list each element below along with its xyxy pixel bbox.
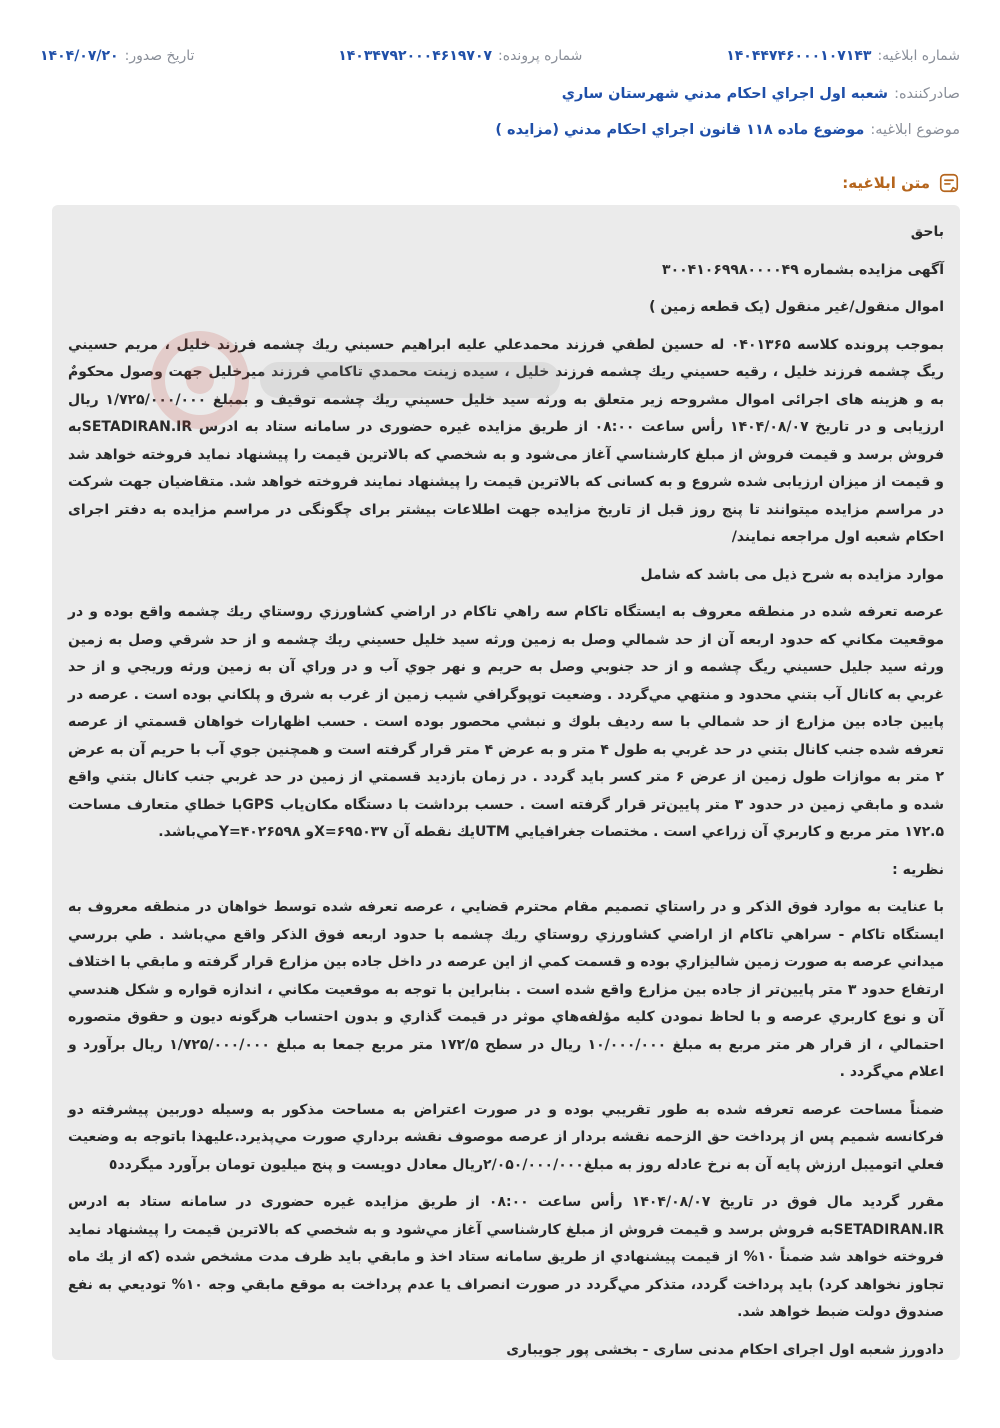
notice-number [726,48,960,64]
notice-paragraph: بموجب پرونده کلاسه ۰۴۰۱۳۶۵ له حسين لطفي فرزند محمدعلي عليه ابراهيم حسيني ريك چشمه فرزند خليل ، مريم حسيني ريگ چشمه فرزند خليل ، رقيه حسيني ريك چشمه فرزند خليل ، سيده زينت محمدي تاكامي فرزند ميرخليل جهت وصول محکومٌ به و هزینه های اجرائی اموال مشروحه زیر متعلق به ورثه سيد خليل حسيني ريك چشمه توقیف و بمبلغ ۱/۷۲۵/۰۰۰/۰۰۰ ريال ارزیابی و در تاریخ ۱۴۰۴/۰۸/۰۷ رأس ساعت ۰۸:۰۰ از طریق مزایده غیره حضوری در سامانه ستاد به ادرس SETADIRAN.IRبه فروش برسد و قیمت فروش از مبلغ کارشناسي آغاز می‌شود و به شخصي كه بالاترين قیمت را پیشنهاد نماید فروخته خواهد شد و قیمت از میزان ارزیابی شده شروع و به کسانی که بالاترین قیمت را پیشنهاد نمایند فروخته خواهد شد. متقاضیان جهت شرکت در مراسم مزایده میتوانند تا پنج روز قبل از تاریخ مزایده جهت اطلاعات بیشتر برای چگونگی در مراسم مزایده به دفتر اجرای احکام شعبه اول مراجعه نمایند/ [68,336,944,545]
notice-paragraph: موارد مزایده به شرح ذیل می باشد که شامل [640,566,944,583]
notice-paragraph: دادورز شعبه اول اجرای احکام مدنی ساری - بخشی پور جویباری [506,1341,944,1358]
notice-body-heading-text: متن ابلاغیه: [842,174,930,192]
notice-paragraph: آگهی مزایده بشماره ۳۰۰۴۱۰۶۹۹۸۰۰۰۰۴۹ [662,261,944,278]
notice-paragraph: نظريه : [892,861,944,878]
issuer-line [40,86,960,102]
notice-number-value: ۱۴۰۴۴۷۴۶۰۰۰۱۰۷۱۴۳ [726,48,872,64]
notice-number-label: شماره ابلاغیه: [877,48,960,64]
case-number [338,48,582,64]
issue-date-label: تاریخ صدور: [124,48,195,64]
issuer-value: شعبه اول اجراي احكام مدني شهرستان ساري [561,86,889,102]
case-number-value: ۱۴۰۳۴۷۹۲۰۰۰۴۶۱۹۷۰۷ [338,48,493,64]
issue-date-value: ۱۴۰۴/۰۷/۲۰ [40,48,119,64]
notice-body-heading [842,172,960,194]
note-icon [938,172,960,194]
notice-paragraph: باحق [910,224,944,240]
notice-paragraph: با عنايت به موارد فوق الذكر و در راستاي تصميم مقام محترم قضايي ، عرصه تعرفه شده توسط خواهان در منطقه معروف به ايستگاه تاكام - سراهي تاكام از اراضي كشاورزي روستاي ريك چشمه با حدود اربعه فوق الذكر واقع مي‌باشد . طي بررسي ميداني عرصه به صورت زمين شاليزاري بوده و قسمت كمي از اين عرصه در داخل جاده بين مزارع قرار گرفته و مابقي با اختلاف ارتفاع حدود ۳ متر پايين‌تر از جاده بين مزارع واقع شده است . بنابراين با توجه به موقعيت مكاني ، اندازه قواره و شكل هندسي آن و نوع كاربري عرصه و با لحاظ نمودن كليه مؤلفه‌هاي موثر در قيمت گذاري و بدون احتساب هرگونه ديون و حقوق متصوره احتمالي ، از قرار هر متر مربع به مبلغ ۱۰/۰۰۰/۰۰۰ ريال در سطح ۱۷۲/۵ متر مربع جمعا به مبلغ ۱/۷۲۵/۰۰۰/۰۰۰ ريال برآورد و اعلام مي‌گردد . [68,899,944,1080]
notice-paragraph: عرصه تعرفه شده در منطقه معروف به ايستگاه تاكام سه راهي تاكام در اراضي كشاورزي روستاي ريك چشمه واقع بوده و در موقعيت مكاني كه حدود اربعه آن از حد شمالي وصل به زمين ورثه سيد خليل حسيني ريك چشمه و از حد شرقي وصل به زمين ورثه سيد جليل حسيني ريگ چشمه و از حد جنوبي وصل به حريم و نهر جوي آب و در وراي آن به زمين ورثه وريجي و از حد غربي به كانال آب بتني محدود و منتهي مي‌گردد . وضعيت توپوگرافي شيب زمين از غرب به شرق و پلكاني بوده است . عرصه در پايين جاده بين مزارع از حد شمالي با سه رديف بلوك و نبشي محصور بوده است . حسب اظهارات خواهان قسمتي از عرصه تعرفه شده جنب كانال بتني در حد غربي به طول ۴ متر و به عرض ۴ متر قرار گرفته است و همچنين جوي آب با حريم آن به عرض ۲ متر به موازات طول زمين از عرض ۶ متر كسر بايد گردد . در زمان بازديد قسمتي از زمين در حد غربي جنب كانال بتني واقع شده و مابقي زمين در حدود ۳ متر پايين‌تر قرار گرفته است . حسب برداشت با دستگاه مكان‌ياب GPSبا خطاي متعارف مساحت ۱۷۲.۵ متر مربع و كاربري آن زراعي است . مختصات جغرافيايي UTMيك نقطه آن X=۶۹۵۰۳۷و Y=۴۰۲۶۵۹۸مي‌باشد. [68,604,944,840]
issuer-label: صادرکننده: [894,86,960,102]
subject-label: موضوع ابلاغیه: [870,122,960,138]
notice-paragraph: مقرر گرديد مال فوق در تاریخ ۱۴۰۴/۰۸/۰۷ رأس ساعت ۰۸:۰۰ از طریق مزایده غیره حضوری در سامانه ستاد به ادرس SETADIRAN.IRبه فروش برسد و قیمت فروش از مبلغ کارشناسي آغاز مي‌شود و به شخصي كه بالاترين قيمت را پيشنهاد نمايد فروخته خواهد شد ضمناً ۱۰% از قيمت پيشنهادي از طريق سامانه ستاد اخذ و مابقي بايد ظرف مدت مشخص شده (كه از يك ماه تجاوز نخواهد كرد) بايد پرداخت گردد، متذكر مي‌گردد در صورت انصراف يا عدم پرداخت به موقع مابقي وجه ۱۰% توديعي به نفع صندوق دولت ضبط خواهد شد. [68,1194,944,1320]
subject-line [40,122,960,138]
case-number-label: شماره پرونده: [498,48,583,64]
subject-value: موضوع ماده ۱۱۸ قانون اجراي احكام مدني (مزايده ) [495,122,865,138]
notice-body-card [52,205,960,1360]
issue-date [40,48,194,64]
notice-paragraph: ضمناً مساحت عرصه تعرفه شده به طور تقريبي بوده و در صورت اعتراض به مساحت مذكور به وسيله دوربين پيشرفته دو فركانسه شميم پس از پرداخت حق الزحمه نقشه بردار از عرصه موصوف نقشه برداري صورت مي‌پذيرد.عليهذا باتوجه به وضعيت فعلي اتوميبل ارزش پايه آن به نرخ عادله روز به مبلغ۲/۰۵۰/۰۰۰/۰۰۰ريال معادل دويست و پنج ميليون تومان برآورد ميگردد٥ [68,1101,944,1173]
notice-meta-row [40,48,960,64]
notice-paragraph: اموال منقول/غیر منقول (یک قطعه زمین ) [649,299,944,315]
